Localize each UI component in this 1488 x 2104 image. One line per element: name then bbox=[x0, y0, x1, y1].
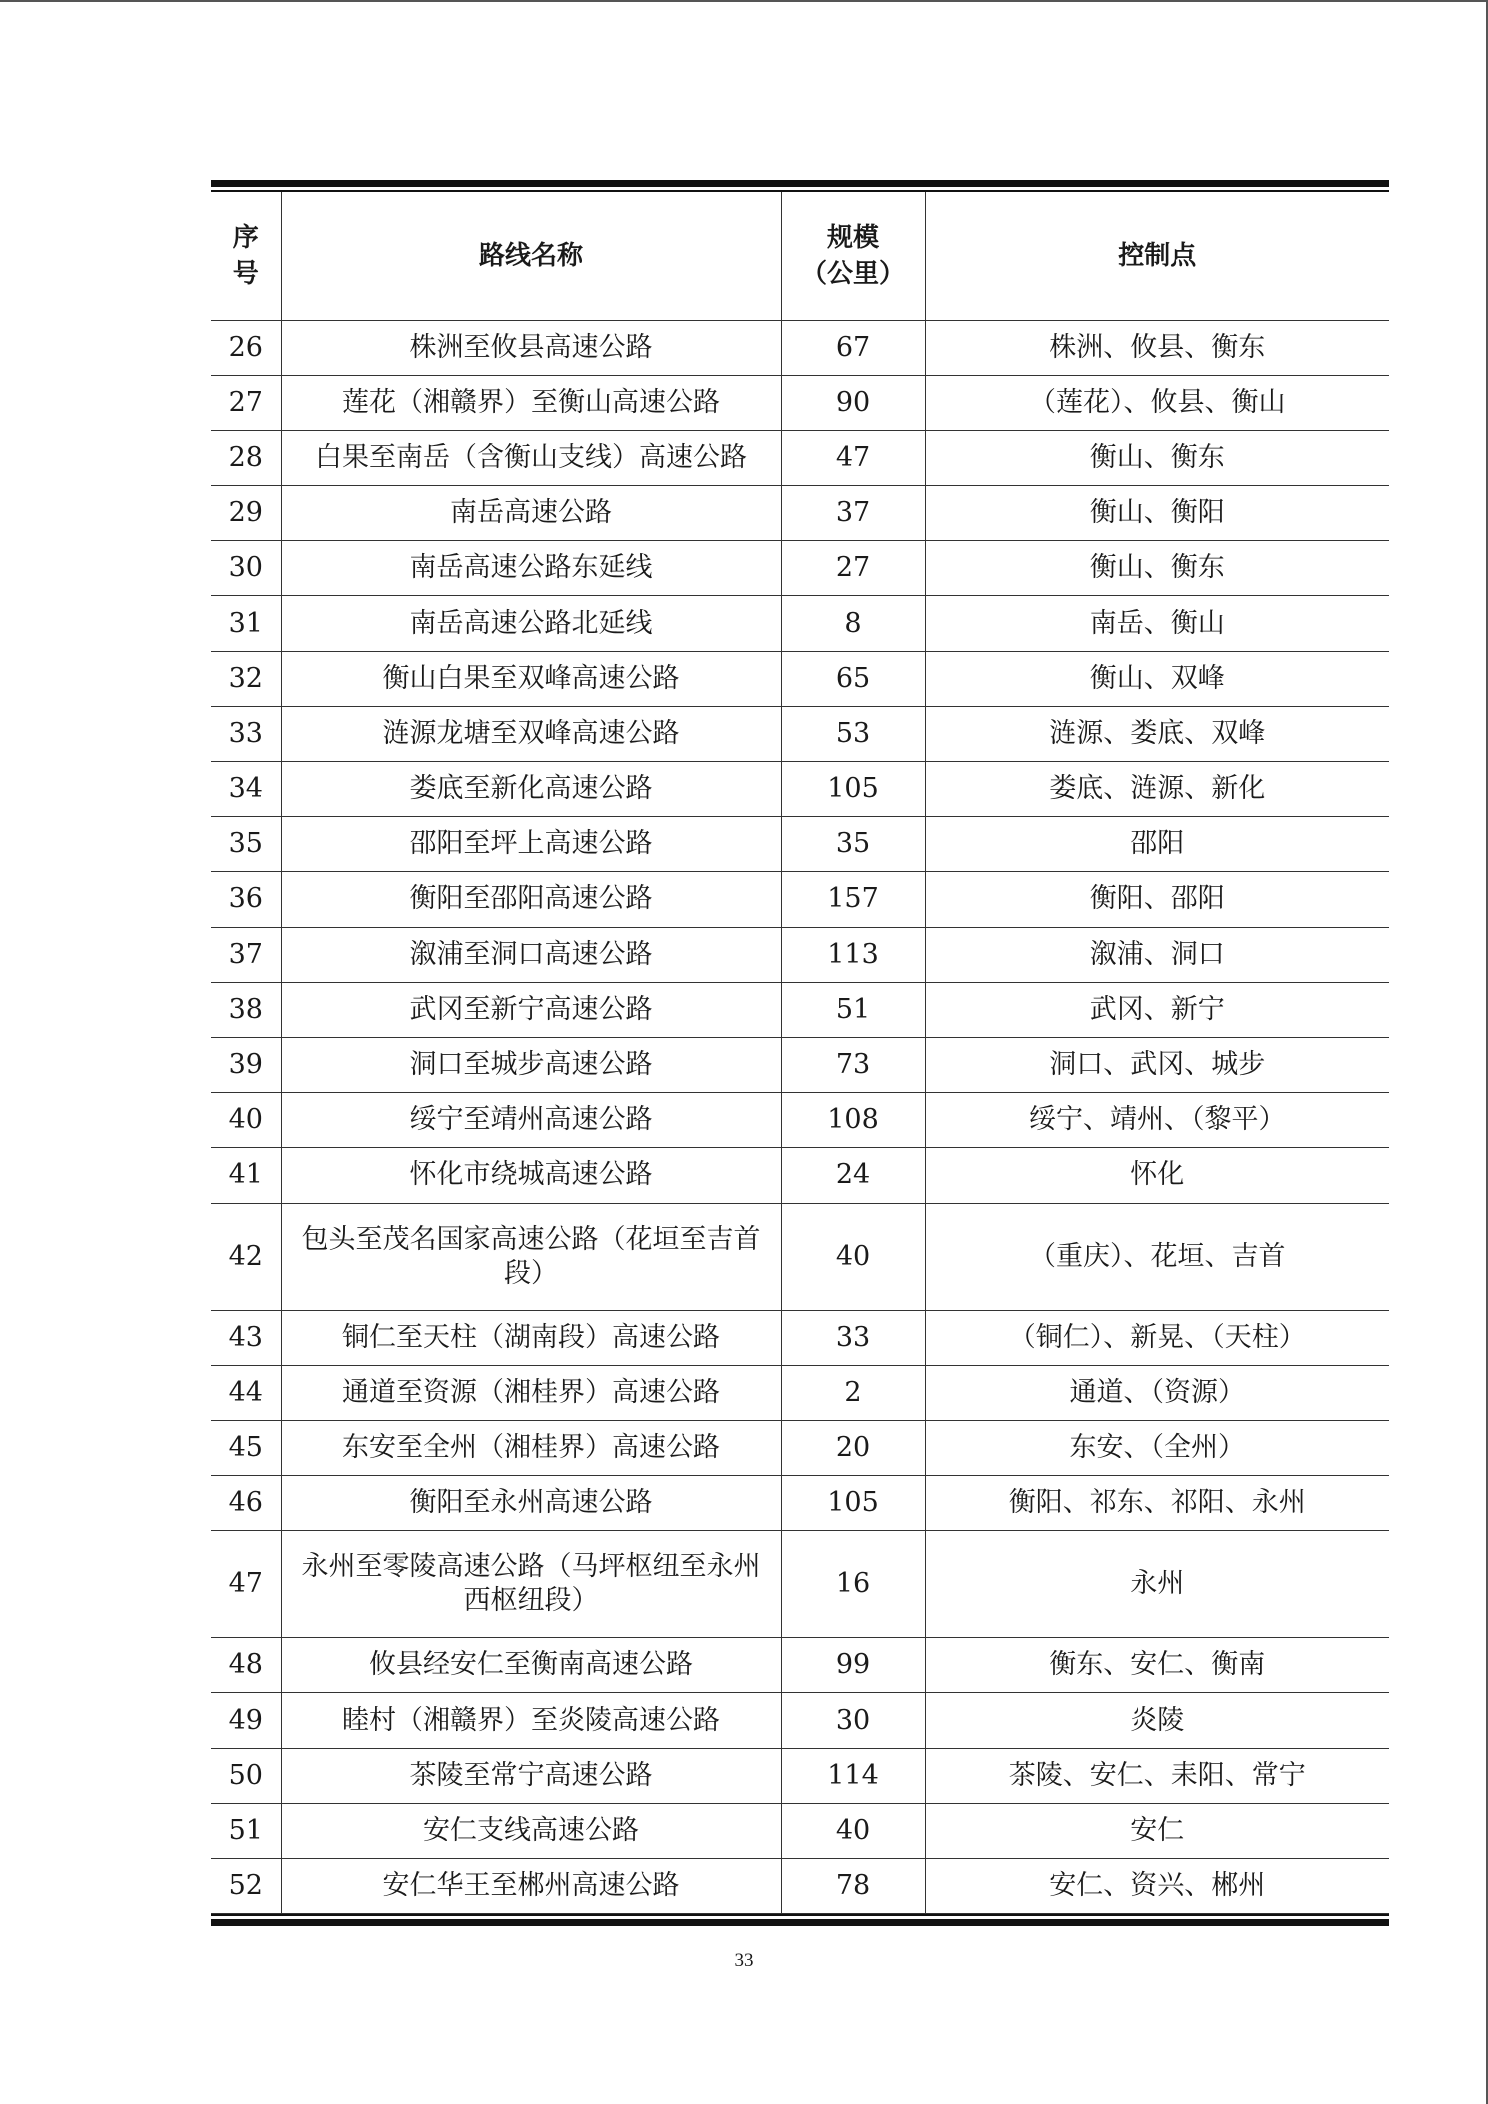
row-seq: 32 bbox=[211, 651, 281, 706]
row-scale: 8 bbox=[781, 596, 925, 651]
row-control-points: 溆浦、洞口 bbox=[925, 927, 1389, 982]
table-row bbox=[211, 1531, 1389, 1638]
row-scale: 27 bbox=[781, 541, 925, 596]
row-seq: 46 bbox=[211, 1476, 281, 1531]
row-scale: 90 bbox=[781, 375, 925, 430]
header-seq-line1: 序 bbox=[232, 222, 259, 253]
table-row bbox=[211, 375, 1389, 430]
page-edge-top bbox=[0, 0, 1488, 2]
route-table bbox=[211, 192, 1389, 1914]
row-scale: 33 bbox=[781, 1310, 925, 1365]
row-control-points: 洞口、武冈、城步 bbox=[925, 1037, 1389, 1092]
table-row bbox=[211, 1148, 1389, 1203]
row-scale: 78 bbox=[781, 1859, 925, 1914]
row-control-points: 安仁、资兴、郴州 bbox=[925, 1859, 1389, 1914]
table-row bbox=[211, 1748, 1389, 1803]
table-bottom-rule bbox=[211, 1919, 1389, 1926]
table-row bbox=[211, 982, 1389, 1037]
row-scale: 20 bbox=[781, 1420, 925, 1475]
row-scale: 37 bbox=[781, 486, 925, 541]
row-seq: 43 bbox=[211, 1310, 281, 1365]
row-control-points: 衡山、衡东 bbox=[925, 430, 1389, 485]
route-table-container bbox=[211, 180, 1389, 1926]
row-route-name: 洞口至城步高速公路 bbox=[281, 1037, 781, 1092]
row-route-name: 东安至全州（湘桂界）高速公路 bbox=[281, 1420, 781, 1475]
row-route-name: 株洲至攸县高速公路 bbox=[281, 320, 781, 375]
row-control-points: 南岳、衡山 bbox=[925, 596, 1389, 651]
row-route-name: 怀化市绕城高速公路 bbox=[281, 1148, 781, 1203]
table-body bbox=[211, 320, 1389, 1914]
row-control-points: 怀化 bbox=[925, 1148, 1389, 1203]
row-scale: 53 bbox=[781, 706, 925, 761]
row-scale: 105 bbox=[781, 1476, 925, 1531]
row-route-name: 邵阳至坪上高速公路 bbox=[281, 817, 781, 872]
row-control-points: 茶陵、安仁、耒阳、常宁 bbox=[925, 1748, 1389, 1803]
row-route-name: 南岳高速公路东延线 bbox=[281, 541, 781, 596]
table-header-row bbox=[211, 192, 1389, 320]
row-seq: 42 bbox=[211, 1203, 281, 1310]
table-row bbox=[211, 817, 1389, 872]
table-row bbox=[211, 1093, 1389, 1148]
row-route-name: 涟源龙塘至双峰高速公路 bbox=[281, 706, 781, 761]
row-control-points: （莲花）、攸县、衡山 bbox=[925, 375, 1389, 430]
row-seq: 33 bbox=[211, 706, 281, 761]
table-row bbox=[211, 1859, 1389, 1914]
row-seq: 27 bbox=[211, 375, 281, 430]
row-seq: 26 bbox=[211, 320, 281, 375]
header-control-points: 控制点 bbox=[925, 192, 1389, 320]
table-row bbox=[211, 320, 1389, 375]
row-route-name: 衡阳至永州高速公路 bbox=[281, 1476, 781, 1531]
row-route-name: 衡山白果至双峰高速公路 bbox=[281, 651, 781, 706]
row-seq: 31 bbox=[211, 596, 281, 651]
row-scale: 35 bbox=[781, 817, 925, 872]
row-control-points: （铜仁）、新晃、（天柱） bbox=[925, 1310, 1389, 1365]
row-seq: 39 bbox=[211, 1037, 281, 1092]
table-row bbox=[211, 706, 1389, 761]
table-row bbox=[211, 1693, 1389, 1748]
row-scale: 73 bbox=[781, 1037, 925, 1092]
row-seq: 49 bbox=[211, 1693, 281, 1748]
row-scale: 157 bbox=[781, 872, 925, 927]
table-row bbox=[211, 1310, 1389, 1365]
row-seq: 40 bbox=[211, 1093, 281, 1148]
row-seq: 41 bbox=[211, 1148, 281, 1203]
table-row bbox=[211, 872, 1389, 927]
row-scale: 24 bbox=[781, 1148, 925, 1203]
table-row bbox=[211, 541, 1389, 596]
row-route-name: 铜仁至天柱（湖南段）高速公路 bbox=[281, 1310, 781, 1365]
row-scale: 16 bbox=[781, 1531, 925, 1638]
row-control-points: 衡山、衡东 bbox=[925, 541, 1389, 596]
row-control-points: 通道、（资源） bbox=[925, 1365, 1389, 1420]
table-row bbox=[211, 486, 1389, 541]
row-scale: 99 bbox=[781, 1638, 925, 1693]
table-row bbox=[211, 1638, 1389, 1693]
table-row bbox=[211, 1476, 1389, 1531]
row-route-name: 衡阳至邵阳高速公路 bbox=[281, 872, 781, 927]
row-scale: 67 bbox=[781, 320, 925, 375]
row-control-points: 邵阳 bbox=[925, 817, 1389, 872]
row-control-points: （重庆）、花垣、吉首 bbox=[925, 1203, 1389, 1310]
row-seq: 28 bbox=[211, 430, 281, 485]
row-seq: 38 bbox=[211, 982, 281, 1037]
row-seq: 52 bbox=[211, 1859, 281, 1914]
table-row bbox=[211, 1203, 1389, 1310]
row-route-name: 包头至茂名国家高速公路（花垣至吉首段） bbox=[281, 1203, 781, 1310]
row-route-name: 南岳高速公路 bbox=[281, 486, 781, 541]
row-seq: 50 bbox=[211, 1748, 281, 1803]
row-control-points: 株洲、攸县、衡东 bbox=[925, 320, 1389, 375]
row-route-name: 白果至南岳（含衡山支线）高速公路 bbox=[281, 430, 781, 485]
row-scale: 105 bbox=[781, 762, 925, 817]
row-route-name: 攸县经安仁至衡南高速公路 bbox=[281, 1638, 781, 1693]
row-route-name: 茶陵至常宁高速公路 bbox=[281, 1748, 781, 1803]
row-scale: 47 bbox=[781, 430, 925, 485]
row-control-points: 涟源、娄底、双峰 bbox=[925, 706, 1389, 761]
row-scale: 108 bbox=[781, 1093, 925, 1148]
row-control-points: 永州 bbox=[925, 1531, 1389, 1638]
row-control-points: 武冈、新宁 bbox=[925, 982, 1389, 1037]
row-seq: 44 bbox=[211, 1365, 281, 1420]
row-control-points: 衡山、双峰 bbox=[925, 651, 1389, 706]
row-seq: 47 bbox=[211, 1531, 281, 1638]
row-control-points: 安仁 bbox=[925, 1803, 1389, 1858]
table-row bbox=[211, 596, 1389, 651]
table-row bbox=[211, 927, 1389, 982]
row-control-points: 衡山、衡阳 bbox=[925, 486, 1389, 541]
table-row bbox=[211, 651, 1389, 706]
row-scale: 114 bbox=[781, 1748, 925, 1803]
row-control-points: 衡东、安仁、衡南 bbox=[925, 1638, 1389, 1693]
row-seq: 45 bbox=[211, 1420, 281, 1475]
row-seq: 51 bbox=[211, 1803, 281, 1858]
table-row bbox=[211, 762, 1389, 817]
row-seq: 48 bbox=[211, 1638, 281, 1693]
table-top-rule bbox=[211, 180, 1389, 187]
row-scale: 30 bbox=[781, 1693, 925, 1748]
row-route-name: 睦村（湘赣界）至炎陵高速公路 bbox=[281, 1693, 781, 1748]
row-scale: 65 bbox=[781, 651, 925, 706]
header-scale-line2: （公里） bbox=[800, 258, 905, 289]
row-scale: 40 bbox=[781, 1803, 925, 1858]
row-seq: 36 bbox=[211, 872, 281, 927]
row-seq: 30 bbox=[211, 541, 281, 596]
row-seq: 34 bbox=[211, 762, 281, 817]
page-number: 33 bbox=[734, 1950, 754, 1971]
row-route-name: 绥宁至靖州高速公路 bbox=[281, 1093, 781, 1148]
row-control-points: 绥宁、靖州、（黎平） bbox=[925, 1093, 1389, 1148]
row-route-name: 安仁华王至郴州高速公路 bbox=[281, 1859, 781, 1914]
row-scale: 2 bbox=[781, 1365, 925, 1420]
row-route-name: 南岳高速公路北延线 bbox=[281, 596, 781, 651]
header-scale-line1: 规模 bbox=[826, 222, 879, 253]
table-row bbox=[211, 430, 1389, 485]
row-route-name: 永州至零陵高速公路（马坪枢纽至永州西枢纽段） bbox=[281, 1531, 781, 1638]
table-row bbox=[211, 1365, 1389, 1420]
table-row bbox=[211, 1420, 1389, 1475]
row-control-points: 衡阳、祁东、祁阳、永州 bbox=[925, 1476, 1389, 1531]
row-control-points: 衡阳、邵阳 bbox=[925, 872, 1389, 927]
table-row bbox=[211, 1803, 1389, 1858]
row-scale: 113 bbox=[781, 927, 925, 982]
table-row bbox=[211, 1037, 1389, 1092]
row-seq: 35 bbox=[211, 817, 281, 872]
row-route-name: 莲花（湘赣界）至衡山高速公路 bbox=[281, 375, 781, 430]
row-scale: 51 bbox=[781, 982, 925, 1037]
header-scale bbox=[781, 192, 925, 320]
header-seq bbox=[211, 192, 281, 320]
row-scale: 40 bbox=[781, 1203, 925, 1310]
row-route-name: 武冈至新宁高速公路 bbox=[281, 982, 781, 1037]
row-seq: 29 bbox=[211, 486, 281, 541]
row-control-points: 东安、（全州） bbox=[925, 1420, 1389, 1475]
row-route-name: 通道至资源（湘桂界）高速公路 bbox=[281, 1365, 781, 1420]
row-control-points: 娄底、涟源、新化 bbox=[925, 762, 1389, 817]
header-seq-line2: 号 bbox=[232, 258, 259, 289]
row-route-name: 溆浦至洞口高速公路 bbox=[281, 927, 781, 982]
row-control-points: 炎陵 bbox=[925, 1693, 1389, 1748]
row-route-name: 娄底至新化高速公路 bbox=[281, 762, 781, 817]
row-route-name: 安仁支线高速公路 bbox=[281, 1803, 781, 1858]
row-seq: 37 bbox=[211, 927, 281, 982]
header-route-name: 路线名称 bbox=[281, 192, 781, 320]
